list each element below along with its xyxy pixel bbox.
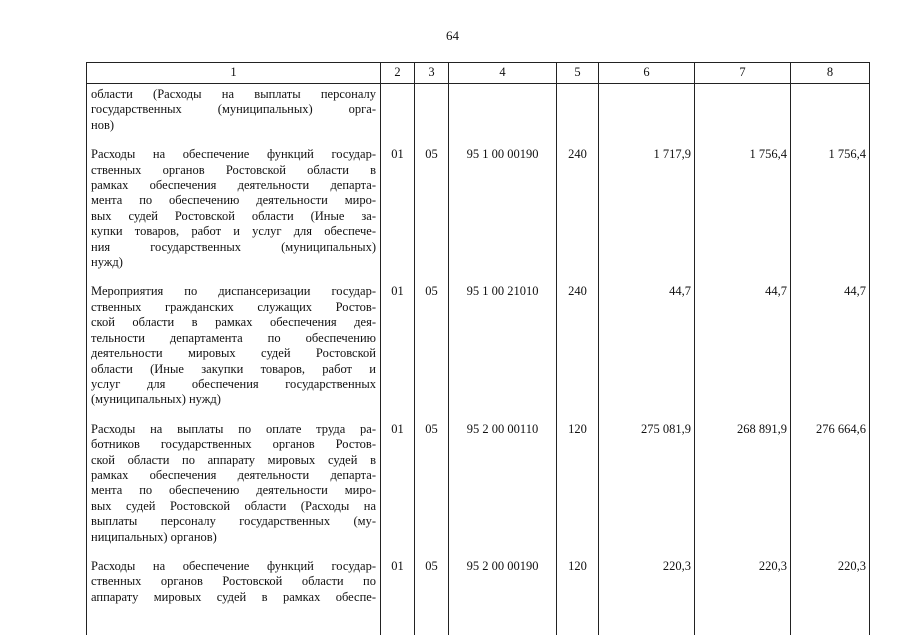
amount-col-7 [695, 84, 791, 148]
expense-type-code: 120 [557, 559, 599, 635]
description-line: мента по обеспечению деятельности миро- [91, 483, 376, 498]
amount-col-8: 220,3 [791, 559, 870, 635]
description-line: Расходы на выплаты по оплате труда ра- [91, 421, 376, 436]
description-line: ния государственных (муниципальных) [91, 239, 376, 254]
amount-col-6: 220,3 [599, 559, 695, 635]
column-header-6: 6 [599, 63, 695, 84]
section-code: 01 [381, 147, 415, 284]
description-line: деятельности мировых судей Ростовской [91, 346, 376, 361]
row-description [87, 284, 381, 421]
row-description [87, 84, 381, 148]
amount-col-6: 1 717,9 [599, 147, 695, 284]
subsection-code: 05 [415, 284, 449, 421]
budget-table [86, 62, 870, 635]
table-row [87, 422, 870, 559]
amount-col-8 [791, 84, 870, 148]
table-header [87, 63, 870, 84]
expense-type-code: 120 [557, 422, 599, 559]
description-line: области (Иные закупки товаров, работ и [91, 361, 376, 376]
description-line: мента по обеспечению деятельности миро- [91, 193, 376, 208]
target-article-code: 95 2 00 00190 [449, 559, 557, 635]
description-line: Расходы на обеспечение функций государ- [91, 558, 376, 573]
description-line: аппарату мировых судей в рамках обеспе- [91, 589, 376, 604]
amount-col-8: 276 664,6 [791, 422, 870, 559]
description-line: купки товаров, работ и услуг для обеспече- [91, 224, 376, 239]
description-line: ственных органов Ростовской области по [91, 574, 376, 589]
description-line: рамках обеспечения деятельности департа- [91, 467, 376, 482]
target-article-code [449, 84, 557, 148]
description-line: тельности департамента по обеспечению [91, 330, 376, 345]
description-line: рамках обеспечения деятельности департа- [91, 178, 376, 193]
description-line: Расходы на обеспечение функций государ- [91, 147, 376, 162]
section-code [381, 84, 415, 148]
table-body [87, 84, 870, 636]
column-header-5: 5 [557, 63, 599, 84]
description-line: нужд) [91, 255, 123, 270]
description-line: ботников государственных органов Ростов- [91, 437, 376, 452]
amount-col-7: 44,7 [695, 284, 791, 421]
amount-col-6: 275 081,9 [599, 422, 695, 559]
expense-type-code [557, 84, 599, 148]
section-code: 01 [381, 559, 415, 635]
column-header-4: 4 [449, 63, 557, 84]
description-line: (муниципальных) нужд) [91, 392, 221, 407]
description-line: Мероприятия по диспансеризации государ- [91, 284, 376, 299]
amount-col-6: 44,7 [599, 284, 695, 421]
subsection-code: 05 [415, 147, 449, 284]
column-header-8: 8 [791, 63, 870, 84]
amount-col-6 [599, 84, 695, 148]
table-row [87, 559, 870, 635]
amount-col-8: 44,7 [791, 284, 870, 421]
subsection-code: 05 [415, 559, 449, 635]
table-row [87, 284, 870, 421]
description-line: вых судей Ростовской области (Иные за- [91, 208, 376, 223]
expense-type-code: 240 [557, 284, 599, 421]
amount-col-7: 268 891,9 [695, 422, 791, 559]
description-line: ственных органов Ростовской области в [91, 162, 376, 177]
section-code: 01 [381, 422, 415, 559]
subsection-code: 05 [415, 422, 449, 559]
row-description [87, 422, 381, 559]
description-line: государственных (муниципальных) орга- [91, 102, 376, 117]
page-number: 64 [446, 28, 459, 43]
description-line: ской области по аппарату мировых судей в [91, 452, 376, 467]
column-header-3: 3 [415, 63, 449, 84]
description-line: вых судей Ростовской области (Расходы на [91, 498, 376, 513]
column-header-7: 7 [695, 63, 791, 84]
header-row [87, 63, 870, 84]
row-description [87, 147, 381, 284]
description-line: ниципальных) органов) [91, 529, 217, 544]
target-article-code: 95 2 00 00110 [449, 422, 557, 559]
subsection-code [415, 84, 449, 148]
amount-col-8: 1 756,4 [791, 147, 870, 284]
amount-col-7: 1 756,4 [695, 147, 791, 284]
column-header-2: 2 [381, 63, 415, 84]
row-description [87, 559, 381, 635]
column-header-1: 1 [87, 63, 381, 84]
description-line: области (Расходы на выплаты персоналу [91, 87, 376, 101]
description-line: выплаты персоналу государственных (му- [91, 514, 376, 529]
table-row [87, 147, 870, 284]
target-article-code: 95 1 00 00190 [449, 147, 557, 284]
target-article-code: 95 1 00 21010 [449, 284, 557, 421]
description-line: ской области в рамках обеспечения дея- [91, 315, 376, 330]
description-line: ственных гражданских служащих Ростов- [91, 299, 376, 314]
expense-type-code: 240 [557, 147, 599, 284]
description-line: нов) [91, 117, 115, 132]
description-line: услуг для обеспечения государственных [91, 376, 376, 391]
table-row [87, 84, 870, 148]
amount-col-7: 220,3 [695, 559, 791, 635]
section-code: 01 [381, 284, 415, 421]
